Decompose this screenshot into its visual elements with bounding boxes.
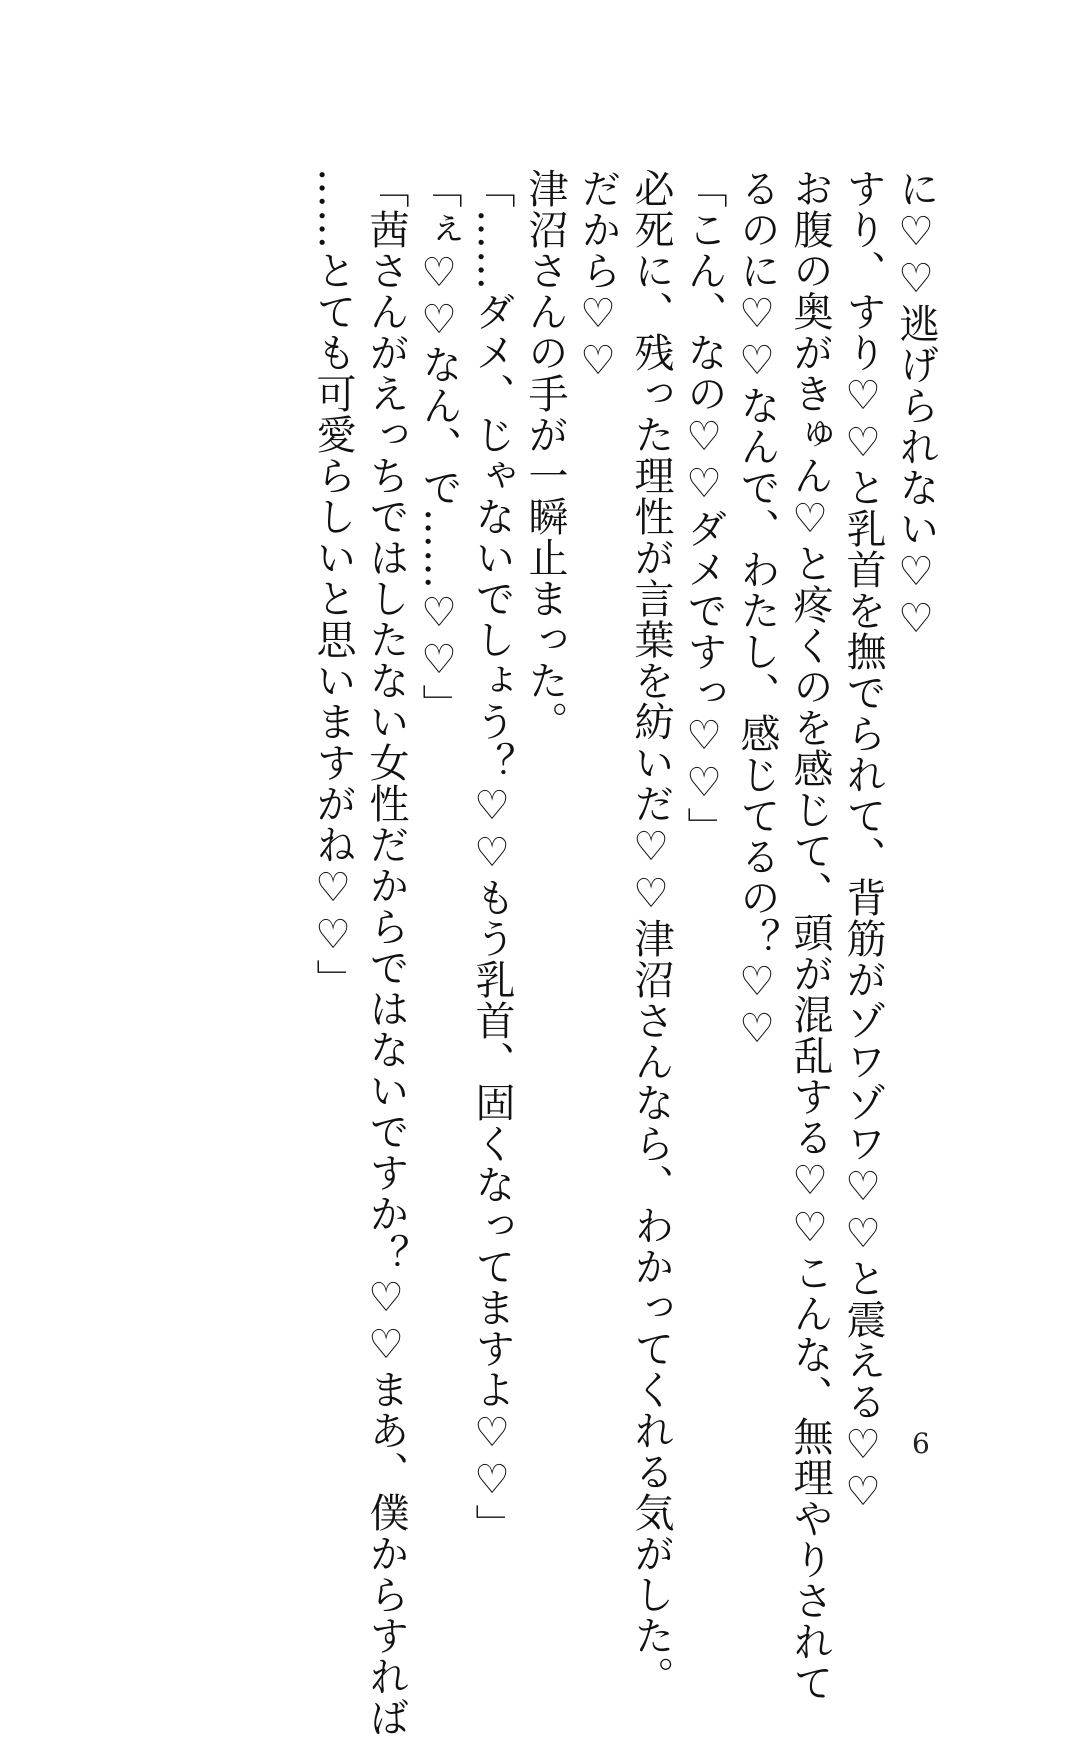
dialogue-line: 「……ダメ、じゃないでしょう？♡♡もう乳首、固くなってますよ♡♡」 bbox=[469, 168, 515, 1545]
text-line: 必死に、残った理性が言葉を紡いだ♡♡津沼さんなら、わかってくれる気がした。 bbox=[628, 168, 674, 1697]
dialogue-line: 「こん、なの♡♡ダメですっ♡♡」 bbox=[681, 168, 727, 848]
dialogue-line: ……とても可愛らしいと思いますがね♡♡」 bbox=[310, 168, 356, 1000]
dialogue-line: 「茜さんがえっちではしたない女性だからではないですか？♡♡まあ、僕からすれば bbox=[363, 168, 409, 1738]
dialogue-line: 「ぇ♡♡なん、で……♡♡」 bbox=[416, 168, 462, 725]
text-line: に♡♡逃げられない♡♡ bbox=[893, 168, 939, 643]
text-line: お腹の奥がきゅん♡と疼くのを感じて、頭が混乱する♡♡こんな、無理やりされて bbox=[787, 168, 833, 1703]
page-number: 6 bbox=[912, 1427, 930, 1460]
text-line: 津沼さんの手が一瞬止まった。 bbox=[522, 168, 568, 742]
vertical-text-body bbox=[306, 168, 942, 1738]
text-line: すり、すり♡♡と乳首を撫でられて、背筋がゾワゾワ♡♡と震える♡♡ bbox=[840, 168, 886, 1516]
text-line: るのに♡♡なんで、わたし、感じてるの？♡♡ bbox=[734, 168, 780, 1053]
text-line: だから♡♡ bbox=[575, 168, 621, 385]
